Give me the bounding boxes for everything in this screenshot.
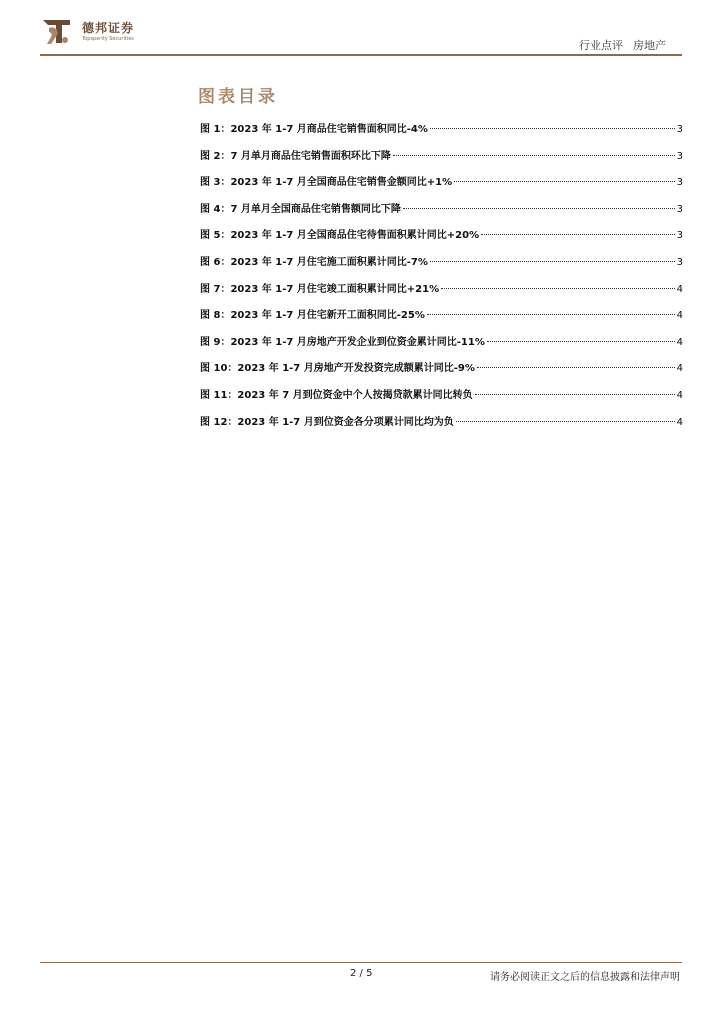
toc-entry[interactable] (200, 359, 683, 386)
toc-entry-page[interactable]: 4 (676, 283, 683, 295)
toc-entry-page[interactable]: 4 (676, 336, 683, 348)
footer-divider (40, 962, 682, 963)
toc-leader-dots (487, 341, 675, 342)
toc-entry-label[interactable]: 图 4：7 月单月全国商品住宅销售额同比下降 (200, 203, 401, 215)
toc-entry-page[interactable]: 3 (676, 203, 683, 215)
toc-entry-label[interactable]: 图 6：2023 年 1-7 月住宅施工面积累计同比-7% (200, 256, 428, 268)
toc-entry-label[interactable]: 图 9：2023 年 1-7 月房地产开发企业到位资金累计同比-11% (200, 336, 485, 348)
logo-name: 德邦证券 (82, 21, 135, 35)
toc-list (200, 120, 683, 439)
toc-entry-page[interactable]: 3 (676, 256, 683, 268)
toc-leader-dots (393, 155, 675, 156)
toc-entry-label[interactable]: 图 10：2023 年 1-7 月房地产开发投资完成额累计同比-9% (200, 363, 475, 375)
toc-leader-dots (427, 314, 675, 315)
toc-entry[interactable] (200, 333, 683, 360)
toc-leader-dots (481, 234, 675, 235)
toc-entry-label[interactable]: 图 2：7 月单月商品住宅销售面积环比下降 (200, 150, 391, 162)
toc-title: 图表目录 (198, 87, 278, 107)
toc-entry-page[interactable]: 3 (676, 230, 683, 242)
toc-entry[interactable] (200, 306, 683, 333)
toc-leader-dots (475, 394, 675, 395)
report-sector: 房地产 (633, 39, 666, 52)
header-divider (40, 54, 682, 56)
toc-entry-page[interactable]: 3 (676, 150, 683, 162)
toc-leader-dots (477, 367, 675, 368)
toc-leader-dots (403, 208, 675, 209)
toc-entry[interactable] (200, 413, 683, 440)
company-logo (40, 16, 140, 50)
toc-entry-page[interactable]: 4 (676, 416, 683, 428)
toc-entry-label[interactable]: 图 11：2023 年 7 月到位资金中个人按揭贷款累计同比转负 (200, 389, 473, 401)
toc-entry[interactable] (200, 253, 683, 280)
toc-entry-page[interactable]: 4 (676, 310, 683, 322)
toc-leader-dots (430, 128, 675, 129)
legal-disclaimer: 请务必阅读正文之后的信息披露和法律声明 (490, 972, 680, 983)
toc-entry[interactable] (200, 386, 683, 413)
toc-leader-dots (441, 288, 675, 289)
toc-leader-dots (454, 181, 674, 182)
toc-entry-label[interactable]: 图 5：2023 年 1-7 月全国商品住宅待售面积累计同比+20% (200, 230, 480, 242)
toc-entry[interactable] (200, 147, 683, 174)
toc-entry[interactable] (200, 280, 683, 307)
toc-entry[interactable] (200, 200, 683, 227)
toc-entry-label[interactable]: 图 7：2023 年 1-7 月住宅竣工面积累计同比+21% (200, 283, 440, 295)
report-category (579, 37, 666, 53)
toc-leader-dots (456, 421, 675, 422)
toc-entry-label[interactable]: 图 8：2023 年 1-7 月住宅新开工面积同比-25% (200, 310, 425, 322)
report-type: 行业点评 (579, 39, 623, 52)
toc-entry[interactable] (200, 173, 683, 200)
toc-leader-dots (430, 261, 675, 262)
toc-entry-page[interactable]: 3 (676, 177, 683, 189)
toc-entry-page[interactable]: 4 (676, 363, 683, 375)
toc-entry-label[interactable]: 图 1：2023 年 1-7 月商品住宅销售面积同比-4% (200, 124, 428, 135)
logo-subtitle: Topsperity Securities (82, 36, 134, 42)
page-header (0, 0, 724, 60)
toc-entry-label[interactable]: 图 12：2023 年 1-7 月到位资金各分项累计同比均为负 (200, 416, 454, 428)
toc-entry-page[interactable]: 4 (676, 389, 683, 401)
toc-entry[interactable] (200, 120, 683, 147)
page-number: 2 / 5 (350, 968, 373, 979)
toc-entry-label[interactable]: 图 3：2023 年 1-7 月全国商品住宅销售金额同比+1% (200, 177, 453, 189)
toc-entry-page[interactable]: 3 (676, 124, 683, 135)
logo-mark-icon (40, 16, 74, 48)
toc-entry[interactable] (200, 226, 683, 253)
